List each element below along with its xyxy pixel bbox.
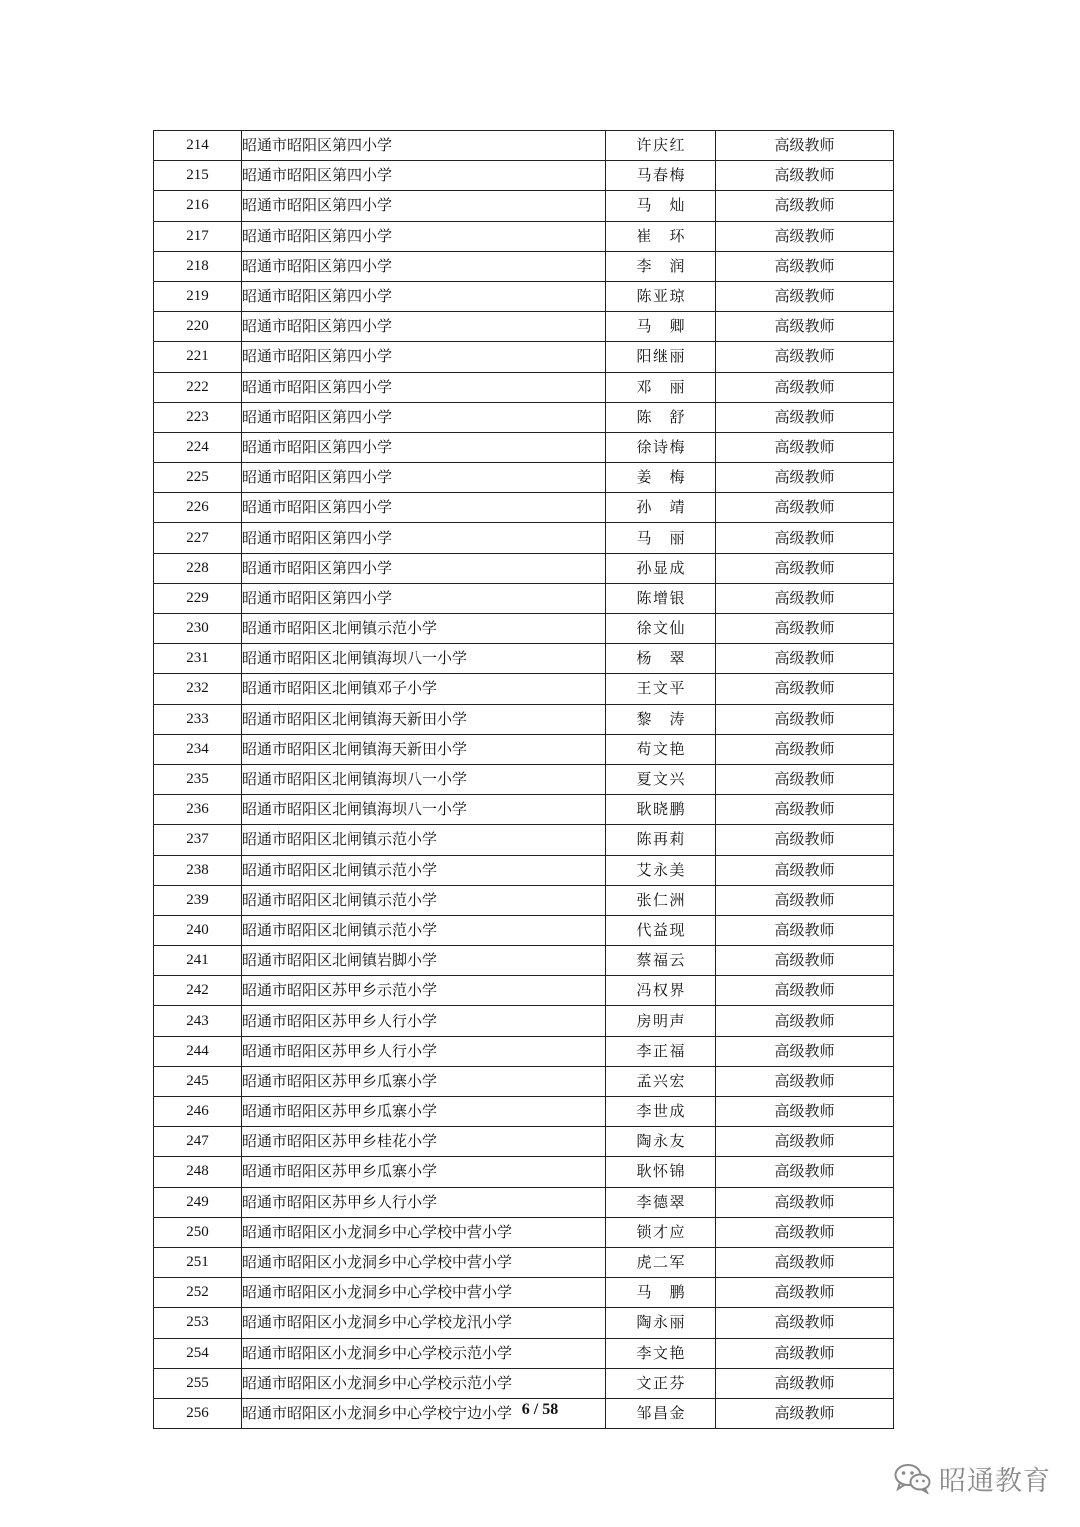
table-row	[154, 191, 894, 221]
table-row	[154, 946, 894, 976]
teacher-name-cell	[606, 1278, 716, 1308]
title-rank: 高级教师	[716, 1036, 894, 1066]
teacher-name: 孙显成	[636, 558, 685, 577]
teacher-name: 马卿	[636, 317, 685, 336]
teacher-name-cell	[606, 1036, 716, 1066]
title-rank: 高级教师	[716, 1247, 894, 1277]
school-name: 昭通市昭阳区小龙洞乡中心学校宁边小学	[242, 1398, 606, 1428]
table-row	[154, 312, 894, 342]
school-name: 昭通市昭阳区北闸镇示范小学	[242, 614, 606, 644]
school-name: 昭通市昭阳区北闸镇岩脚小学	[242, 946, 606, 976]
school-name: 昭通市昭阳区苏甲乡桂花小学	[242, 1127, 606, 1157]
row-number: 221	[154, 342, 242, 372]
title-rank: 高级教师	[716, 161, 894, 191]
teacher-name-cell	[606, 795, 716, 825]
title-rank: 高级教师	[716, 1097, 894, 1127]
school-name: 昭通市昭阳区第四小学	[242, 523, 606, 553]
school-name: 昭通市昭阳区第四小学	[242, 493, 606, 523]
table-row	[154, 1217, 894, 1247]
row-number: 227	[154, 523, 242, 553]
teacher-name: 锁才应	[636, 1222, 685, 1241]
row-number: 224	[154, 432, 242, 462]
teacher-name-cell	[606, 493, 716, 523]
title-rank: 高级教师	[716, 825, 894, 855]
teacher-name-cell	[606, 1127, 716, 1157]
title-rank: 高级教师	[716, 946, 894, 976]
title-rank: 高级教师	[716, 1157, 894, 1187]
row-number: 243	[154, 1006, 242, 1036]
school-name: 昭通市昭阳区北闸镇海天新田小学	[242, 704, 606, 734]
school-name: 昭通市昭阳区北闸镇海坝八一小学	[242, 644, 606, 674]
teacher-name: 邓丽	[636, 377, 685, 396]
table-row	[154, 644, 894, 674]
school-name: 昭通市昭阳区小龙洞乡中心学校龙汛小学	[242, 1308, 606, 1338]
title-rank: 高级教师	[716, 191, 894, 221]
title-rank: 高级教师	[716, 704, 894, 734]
teacher-name: 张仁洲	[636, 890, 685, 909]
teacher-name-cell	[606, 221, 716, 251]
row-number: 239	[154, 885, 242, 915]
row-number: 235	[154, 764, 242, 794]
title-rank: 高级教师	[716, 463, 894, 493]
teacher-name-cell	[606, 915, 716, 945]
row-number: 231	[154, 644, 242, 674]
title-rank: 高级教师	[716, 734, 894, 764]
teacher-name: 冯权界	[636, 981, 685, 1000]
table-row	[154, 855, 894, 885]
title-rank: 高级教师	[716, 523, 894, 553]
row-number: 252	[154, 1278, 242, 1308]
teacher-name-cell	[606, 1006, 716, 1036]
title-rank: 高级教师	[716, 764, 894, 794]
school-name: 昭通市昭阳区小龙洞乡中心学校示范小学	[242, 1338, 606, 1368]
teacher-name: 李德翠	[636, 1192, 685, 1211]
teacher-name-cell	[606, 1338, 716, 1368]
school-name: 昭通市昭阳区小龙洞乡中心学校中营小学	[242, 1217, 606, 1247]
row-number: 230	[154, 614, 242, 644]
school-name: 昭通市昭阳区第四小学	[242, 131, 606, 161]
title-rank: 高级教师	[716, 372, 894, 402]
teacher-name: 虎二军	[636, 1253, 685, 1272]
school-name: 昭通市昭阳区苏甲乡人行小学	[242, 1036, 606, 1066]
school-name: 昭通市昭阳区第四小学	[242, 402, 606, 432]
school-name: 昭通市昭阳区第四小学	[242, 372, 606, 402]
teacher-name: 耿怀锦	[636, 1162, 685, 1181]
row-number: 245	[154, 1066, 242, 1096]
page-number: 6 / 58	[521, 1401, 559, 1418]
watermark	[893, 1458, 1051, 1498]
row-number: 253	[154, 1308, 242, 1338]
teacher-name-cell	[606, 312, 716, 342]
school-name: 昭通市昭阳区苏甲乡瓜寨小学	[242, 1066, 606, 1096]
table-row	[154, 1187, 894, 1217]
teacher-name-cell	[606, 825, 716, 855]
row-number: 242	[154, 976, 242, 1006]
teacher-name-cell	[606, 523, 716, 553]
school-name: 昭通市昭阳区北闸镇示范小学	[242, 885, 606, 915]
row-number: 246	[154, 1097, 242, 1127]
school-name: 昭通市昭阳区北闸镇海坝八一小学	[242, 764, 606, 794]
teacher-name: 文正芬	[636, 1373, 685, 1392]
school-name: 昭通市昭阳区北闸镇海坝八一小学	[242, 795, 606, 825]
teacher-name: 陈亚琼	[636, 287, 685, 306]
title-rank: 高级教师	[716, 644, 894, 674]
row-number: 229	[154, 583, 242, 613]
table-row	[154, 915, 894, 945]
school-name: 昭通市昭阳区小龙洞乡中心学校示范小学	[242, 1368, 606, 1398]
title-rank: 高级教师	[716, 342, 894, 372]
title-rank: 高级教师	[716, 312, 894, 342]
school-name: 昭通市昭阳区第四小学	[242, 342, 606, 372]
teacher-name: 夏文兴	[636, 770, 685, 789]
table-row	[154, 1006, 894, 1036]
school-name: 昭通市昭阳区北闸镇示范小学	[242, 915, 606, 945]
table-row	[154, 1308, 894, 1338]
table-row	[154, 764, 894, 794]
school-name: 昭通市昭阳区北闸镇海天新田小学	[242, 734, 606, 764]
teacher-name-cell	[606, 764, 716, 794]
teacher-name-cell	[606, 734, 716, 764]
teacher-name-cell	[606, 1247, 716, 1277]
table-row	[154, 1036, 894, 1066]
teacher-name: 黎涛	[636, 709, 685, 728]
table-row	[154, 1127, 894, 1157]
watermark-text: 昭通教育	[939, 1465, 1051, 1497]
table-row	[154, 1097, 894, 1127]
row-number: 226	[154, 493, 242, 523]
table-row	[154, 1157, 894, 1187]
row-number: 215	[154, 161, 242, 191]
table-row	[154, 523, 894, 553]
teacher-roster-table	[153, 130, 894, 1429]
school-name: 昭通市昭阳区北闸镇邓子小学	[242, 674, 606, 704]
school-name: 昭通市昭阳区第四小学	[242, 553, 606, 583]
title-rank: 高级教师	[716, 131, 894, 161]
teacher-name-cell	[606, 1368, 716, 1398]
table-row	[154, 342, 894, 372]
title-rank: 高级教师	[716, 976, 894, 1006]
table-row	[154, 674, 894, 704]
teacher-name-cell	[606, 583, 716, 613]
school-name: 昭通市昭阳区苏甲乡示范小学	[242, 976, 606, 1006]
row-number: 250	[154, 1217, 242, 1247]
teacher-name-cell	[606, 1308, 716, 1338]
teacher-name: 孟兴宏	[636, 1071, 685, 1090]
title-rank: 高级教师	[716, 493, 894, 523]
row-number: 223	[154, 402, 242, 432]
school-name: 昭通市昭阳区小龙洞乡中心学校中营小学	[242, 1247, 606, 1277]
teacher-name-cell	[606, 1217, 716, 1247]
row-number: 234	[154, 734, 242, 764]
row-number: 220	[154, 312, 242, 342]
table-row	[154, 1066, 894, 1096]
teacher-name: 李文艳	[636, 1343, 685, 1362]
table-row	[154, 161, 894, 191]
teacher-name: 徐文仙	[636, 619, 685, 638]
teacher-name: 杨翠	[636, 649, 685, 668]
title-rank: 高级教师	[716, 1127, 894, 1157]
school-name: 昭通市昭阳区小龙洞乡中心学校中营小学	[242, 1278, 606, 1308]
table-row	[154, 553, 894, 583]
title-rank: 高级教师	[716, 674, 894, 704]
teacher-name-cell	[606, 131, 716, 161]
school-name: 昭通市昭阳区第四小学	[242, 583, 606, 613]
teacher-name-cell	[606, 251, 716, 281]
school-name: 昭通市昭阳区第四小学	[242, 432, 606, 462]
title-rank: 高级教师	[716, 1006, 894, 1036]
school-name: 昭通市昭阳区苏甲乡瓜寨小学	[242, 1157, 606, 1187]
teacher-name: 李润	[636, 256, 685, 275]
row-number: 216	[154, 191, 242, 221]
row-number: 232	[154, 674, 242, 704]
table-row	[154, 493, 894, 523]
row-number: 214	[154, 131, 242, 161]
title-rank: 高级教师	[716, 1066, 894, 1096]
title-rank: 高级教师	[716, 1338, 894, 1368]
title-rank: 高级教师	[716, 432, 894, 462]
row-number: 225	[154, 463, 242, 493]
teacher-name: 苟文艳	[636, 739, 685, 758]
table-row	[154, 885, 894, 915]
row-number: 251	[154, 1247, 242, 1277]
school-name: 昭通市昭阳区北闸镇示范小学	[242, 825, 606, 855]
row-number: 254	[154, 1338, 242, 1368]
title-rank: 高级教师	[716, 1398, 894, 1428]
table-row	[154, 131, 894, 161]
school-name: 昭通市昭阳区苏甲乡人行小学	[242, 1006, 606, 1036]
row-number: 255	[154, 1368, 242, 1398]
table-row	[154, 1247, 894, 1277]
title-rank: 高级教师	[716, 402, 894, 432]
teacher-name: 邹昌金	[636, 1403, 685, 1422]
teacher-name: 蔡福云	[636, 951, 685, 970]
table-row	[154, 1278, 894, 1308]
teacher-name-cell	[606, 161, 716, 191]
school-name: 昭通市昭阳区苏甲乡人行小学	[242, 1187, 606, 1217]
teacher-name: 马丽	[636, 528, 685, 547]
title-rank: 高级教师	[716, 1278, 894, 1308]
teacher-name: 马春梅	[636, 166, 685, 185]
teacher-name: 陶永友	[636, 1132, 685, 1151]
row-number: 228	[154, 553, 242, 583]
title-rank: 高级教师	[716, 855, 894, 885]
teacher-name: 耿晓鹏	[636, 800, 685, 819]
teacher-name-cell	[606, 191, 716, 221]
row-number: 248	[154, 1157, 242, 1187]
teacher-name-cell	[606, 553, 716, 583]
teacher-name: 马灿	[636, 196, 685, 215]
teacher-name-cell	[606, 614, 716, 644]
table-row	[154, 1368, 894, 1398]
teacher-name: 李世成	[636, 1102, 685, 1121]
title-rank: 高级教师	[716, 885, 894, 915]
teacher-name: 陈增银	[636, 588, 685, 607]
row-number: 219	[154, 281, 242, 311]
teacher-name: 孙靖	[636, 498, 685, 517]
table-row	[154, 251, 894, 281]
row-number: 236	[154, 795, 242, 825]
teacher-name: 陈再莉	[636, 830, 685, 849]
teacher-name-cell	[606, 674, 716, 704]
title-rank: 高级教师	[716, 553, 894, 583]
roster-body	[154, 131, 894, 1429]
row-number: 222	[154, 372, 242, 402]
row-number: 241	[154, 946, 242, 976]
row-number: 247	[154, 1127, 242, 1157]
row-number: 238	[154, 855, 242, 885]
school-name: 昭通市昭阳区第四小学	[242, 161, 606, 191]
teacher-name-cell	[606, 281, 716, 311]
teacher-name: 陶永丽	[636, 1313, 685, 1332]
teacher-name-cell	[606, 402, 716, 432]
row-number: 218	[154, 251, 242, 281]
teacher-name-cell	[606, 855, 716, 885]
teacher-name-cell	[606, 1157, 716, 1187]
teacher-name-cell	[606, 432, 716, 462]
school-name: 昭通市昭阳区北闸镇示范小学	[242, 855, 606, 885]
table-row	[154, 704, 894, 734]
title-rank: 高级教师	[716, 1187, 894, 1217]
teacher-name-cell	[606, 885, 716, 915]
row-number: 233	[154, 704, 242, 734]
school-name: 昭通市昭阳区第四小学	[242, 191, 606, 221]
table-row	[154, 463, 894, 493]
row-number: 244	[154, 1036, 242, 1066]
title-rank: 高级教师	[716, 1217, 894, 1247]
teacher-name-cell	[606, 1066, 716, 1096]
teacher-name: 李正福	[636, 1041, 685, 1060]
school-name: 昭通市昭阳区第四小学	[242, 463, 606, 493]
teacher-name-cell	[606, 704, 716, 734]
teacher-name-cell	[606, 1187, 716, 1217]
teacher-name: 房明声	[636, 1011, 685, 1030]
table-row	[154, 372, 894, 402]
row-number: 237	[154, 825, 242, 855]
title-rank: 高级教师	[716, 251, 894, 281]
table-row	[154, 402, 894, 432]
teacher-name: 马鹏	[636, 1283, 685, 1302]
teacher-name-cell	[606, 1097, 716, 1127]
row-number: 256	[154, 1398, 242, 1428]
teacher-name: 陈舒	[636, 407, 685, 426]
table-row	[154, 281, 894, 311]
title-rank: 高级教师	[716, 1368, 894, 1398]
school-name: 昭通市昭阳区苏甲乡瓜寨小学	[242, 1097, 606, 1127]
teacher-name-cell	[606, 372, 716, 402]
teacher-name: 王文平	[636, 679, 685, 698]
title-rank: 高级教师	[716, 614, 894, 644]
table-row	[154, 795, 894, 825]
teacher-name: 崔环	[636, 226, 685, 245]
teacher-name: 艾永美	[636, 860, 685, 879]
table-row	[154, 614, 894, 644]
teacher-name: 许庆红	[636, 136, 685, 155]
school-name: 昭通市昭阳区第四小学	[242, 281, 606, 311]
table-row	[154, 976, 894, 1006]
title-rank: 高级教师	[716, 583, 894, 613]
title-rank: 高级教师	[716, 221, 894, 251]
table-row	[154, 432, 894, 462]
school-name: 昭通市昭阳区第四小学	[242, 251, 606, 281]
row-number: 217	[154, 221, 242, 251]
school-name: 昭通市昭阳区第四小学	[242, 312, 606, 342]
table-row	[154, 734, 894, 764]
wechat-icon	[893, 1462, 931, 1494]
teacher-name: 代益现	[636, 920, 685, 939]
teacher-name-cell	[606, 976, 716, 1006]
table-row	[154, 825, 894, 855]
row-number: 240	[154, 915, 242, 945]
teacher-name-cell	[606, 463, 716, 493]
table-row	[154, 583, 894, 613]
table-row	[154, 1338, 894, 1368]
table-row	[154, 221, 894, 251]
row-number: 249	[154, 1187, 242, 1217]
teacher-name: 阳继丽	[636, 347, 685, 366]
teacher-name-cell	[606, 644, 716, 674]
title-rank: 高级教师	[716, 1308, 894, 1338]
teacher-name-cell	[606, 946, 716, 976]
teacher-name: 徐诗梅	[636, 437, 685, 456]
teacher-name: 姜梅	[636, 468, 685, 487]
title-rank: 高级教师	[716, 795, 894, 825]
teacher-name-cell	[606, 342, 716, 372]
school-name: 昭通市昭阳区第四小学	[242, 221, 606, 251]
title-rank: 高级教师	[716, 915, 894, 945]
title-rank: 高级教师	[716, 281, 894, 311]
